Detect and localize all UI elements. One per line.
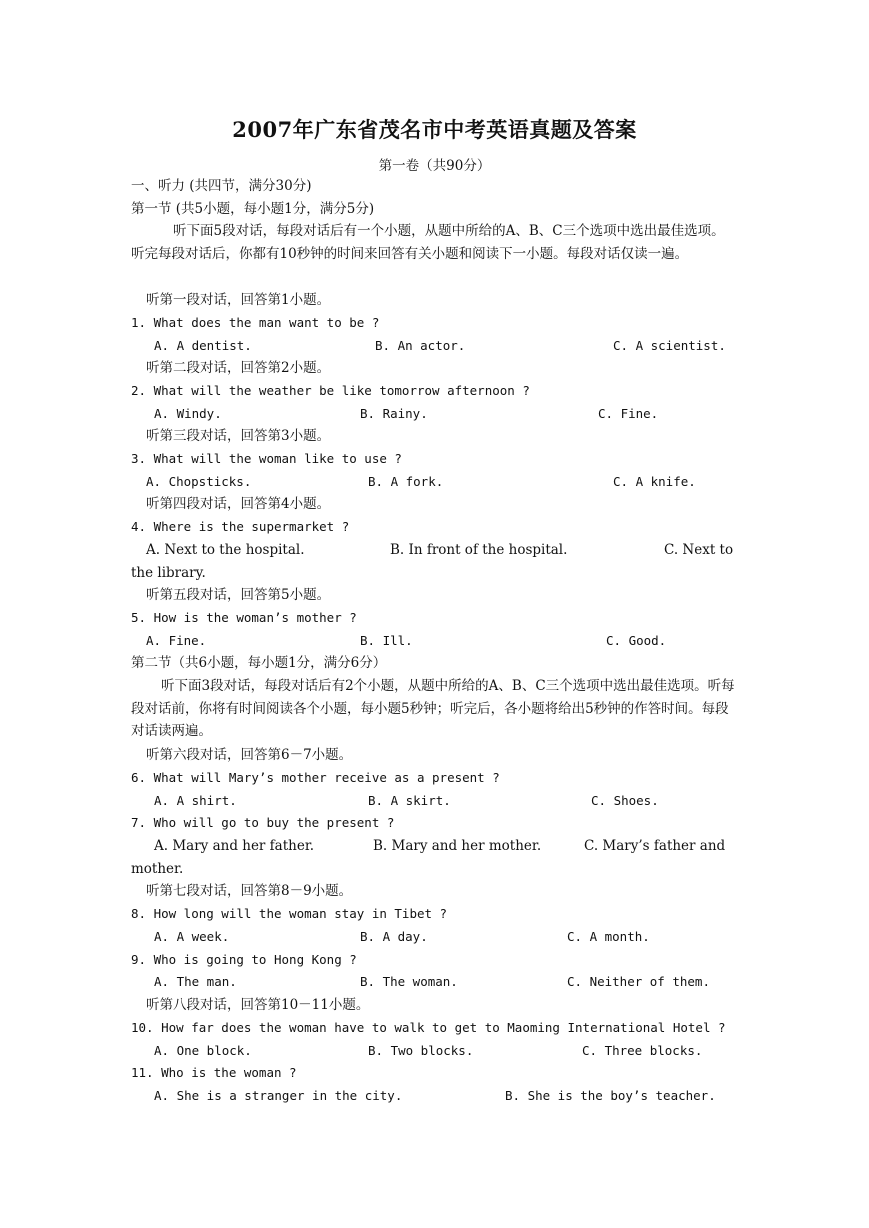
option-a: A. A shirt. bbox=[154, 793, 237, 808]
option-b: B. An actor. bbox=[375, 338, 466, 353]
option-a: A. Chopsticks. bbox=[146, 474, 252, 489]
section-heading: 第二节（共6小题，每小题1分，满分6分） bbox=[131, 655, 387, 671]
section-heading: 第一节 (共5小题，每小题1分，满分5分) bbox=[131, 201, 375, 217]
option-a: A. The man. bbox=[154, 974, 237, 989]
question: 10. How far does the woman have to walk to get to Maoming International Hotel ? bbox=[131, 1020, 726, 1035]
option-c: C. Neither of them. bbox=[567, 974, 710, 989]
part-heading: 一、听力 (共四节，满分30分) bbox=[131, 178, 312, 194]
option-a: A. Fine. bbox=[146, 633, 207, 648]
section-instructions: 听下面5段对话，每段对话后有一个小题，从题中所给的A、B、C三个选项中选出最佳选项。听完每段对话后，你都有10秒钟的时间来回答有关小题和阅读下一小题。每段对话仅读一遍。 bbox=[131, 223, 725, 262]
option-a: A. One block. bbox=[154, 1043, 252, 1058]
dialogue-prompt: 听第三段对话，回答第3小题。 bbox=[146, 428, 331, 444]
option-c: C. Three blocks. bbox=[582, 1043, 703, 1058]
option-b: B. A fork. bbox=[368, 474, 444, 489]
dialogue-prompt: 听第一段对话，回答第1小题。 bbox=[146, 292, 331, 308]
option-c: C. Good. bbox=[606, 633, 667, 648]
question: 3. What will the woman like to use ? bbox=[131, 451, 402, 466]
option-b: B. In front of the hospital. bbox=[390, 542, 568, 558]
question: 11. Who is the woman ? bbox=[131, 1065, 297, 1080]
option-a: A. A dentist. bbox=[154, 338, 252, 353]
question: 7. Who will go to buy the present ? bbox=[131, 815, 395, 830]
option-b: B. Mary and her mother. bbox=[373, 838, 542, 854]
volume-subtitle: 第一卷（共90分） bbox=[378, 158, 491, 174]
question: 1. What does the man want to be ? bbox=[131, 315, 380, 330]
option-c: C. Mary’s father and bbox=[584, 838, 726, 854]
question: 2. What will the weather be like tomorrow afternoon ? bbox=[131, 383, 530, 398]
option-b: B. Rainy. bbox=[360, 406, 428, 421]
option-b: B. The woman. bbox=[360, 974, 458, 989]
option-a: A. A week. bbox=[154, 929, 230, 944]
dialogue-prompt: 听第五段对话，回答第5小题。 bbox=[146, 587, 331, 603]
section-instructions: 听下面3段对话，每段对话后有2个小题，从题中所给的A、B、C三个选项中选出最佳选项。听每段对话前，你将有时间阅读各个小题，每小题5秒钟；听完后，各小题将给出5秒钟的作答时间。每段对话读两遍。 bbox=[131, 678, 735, 739]
option-a: A. Windy. bbox=[154, 406, 222, 421]
option-c-continued: mother. bbox=[131, 861, 184, 877]
dialogue-prompt: 听第二段对话，回答第2小题。 bbox=[146, 360, 331, 376]
option-c: C. Next to bbox=[664, 542, 734, 558]
question: 8. How long will the woman stay in Tibet ? bbox=[131, 906, 448, 921]
question: 5. How is the woman’s mother ? bbox=[131, 610, 357, 625]
page-title: 2007年广东省茂名市中考英语真题及答案 bbox=[232, 117, 637, 142]
option-b: B. Two blocks. bbox=[368, 1043, 474, 1058]
option-b: B. Ill. bbox=[360, 633, 413, 648]
option-a: A. Mary and her father. bbox=[154, 838, 315, 854]
dialogue-prompt: 听第七段对话，回答第8－9小题。 bbox=[146, 883, 353, 899]
dialogue-prompt: 听第六段对话，回答第6－7小题。 bbox=[146, 747, 353, 763]
option-b: B. A day. bbox=[360, 929, 428, 944]
question: 6. What will Mary’s mother receive as a present ? bbox=[131, 770, 500, 785]
question: 4. Where is the supermarket ? bbox=[131, 519, 350, 534]
option-c: C. A month. bbox=[567, 929, 650, 944]
option-a: A. Next to the hospital. bbox=[146, 542, 305, 558]
option-b: B. A skirt. bbox=[368, 793, 451, 808]
dialogue-prompt: 听第八段对话，回答第10－11小题。 bbox=[146, 997, 370, 1013]
option-c: C. Fine. bbox=[598, 406, 659, 421]
option-a: A. She is a stranger in the city. bbox=[154, 1088, 403, 1103]
option-c-continued: the library. bbox=[131, 565, 206, 581]
question: 9. Who is going to Hong Kong ? bbox=[131, 952, 357, 967]
option-c: C. A scientist. bbox=[613, 338, 726, 353]
option-c: C. A knife. bbox=[613, 474, 696, 489]
option-c: C. Shoes. bbox=[591, 793, 659, 808]
option-b: B. She is the boy’s teacher. bbox=[505, 1088, 716, 1103]
dialogue-prompt: 听第四段对话，回答第4小题。 bbox=[146, 496, 331, 512]
